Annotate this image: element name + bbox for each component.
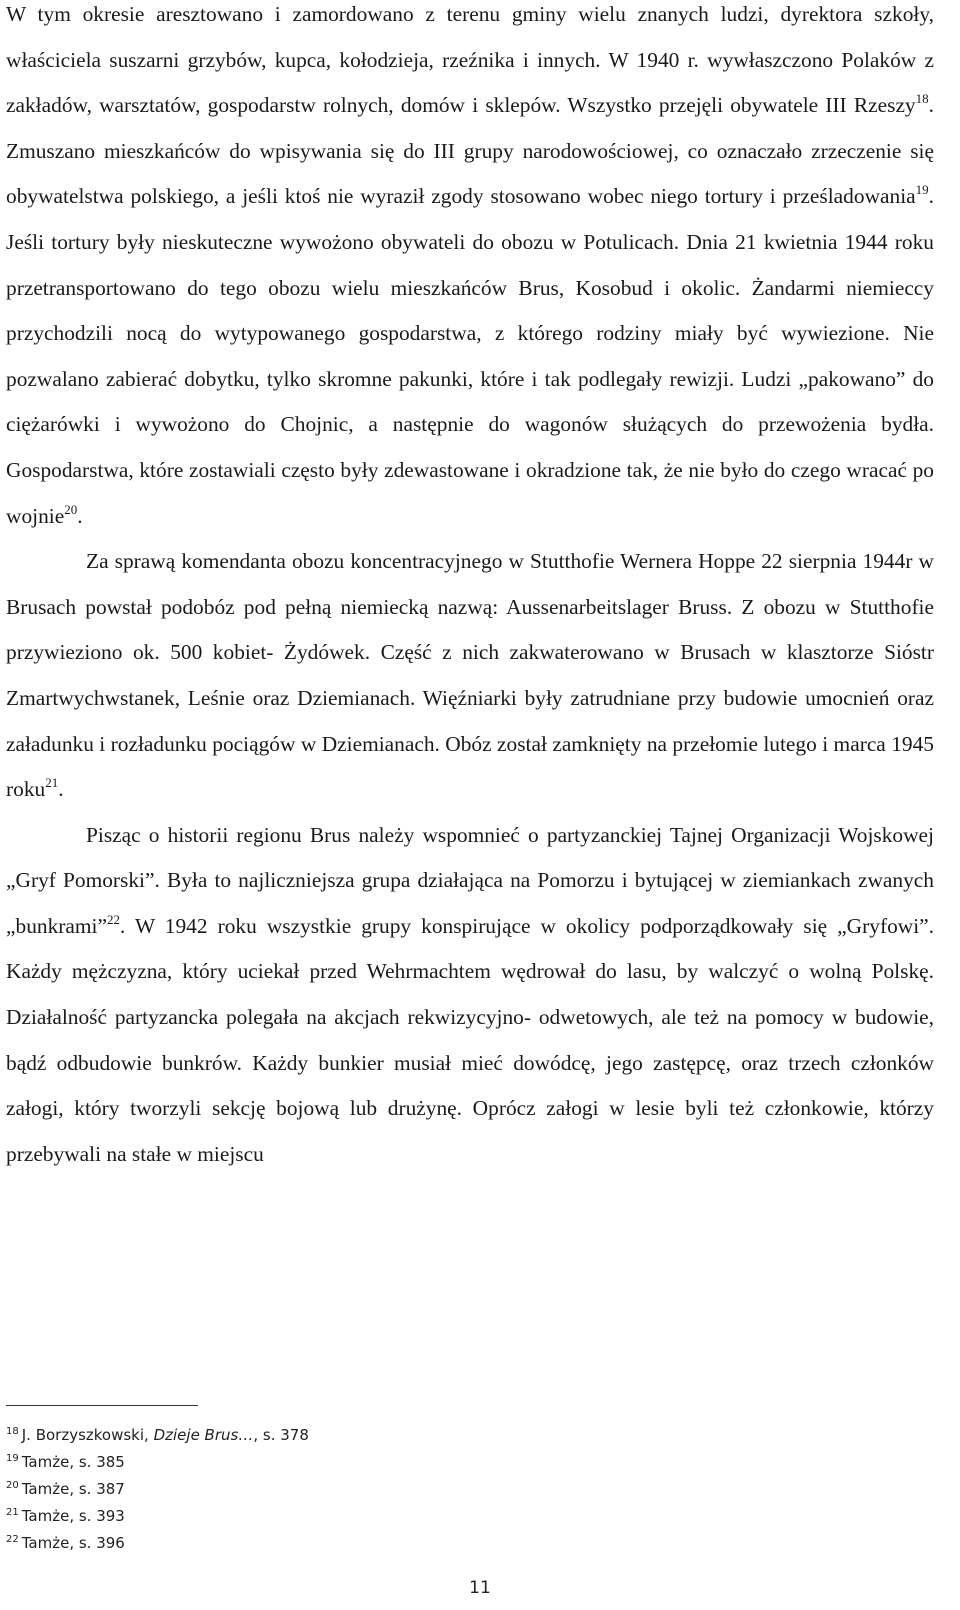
footnote-text: Tamże, s. 393 (21, 1507, 125, 1525)
footnote-item (6, 1449, 309, 1476)
footnote-item (6, 1503, 309, 1530)
paragraph-text: . (58, 777, 64, 802)
footnote-text: J. Borzyszkowski, (21, 1426, 154, 1444)
footnote-text: Tamże, s. 396 (21, 1534, 125, 1552)
footnote-page: , s. 378 (253, 1426, 309, 1444)
footnote-reference: 20 (64, 501, 78, 517)
paragraph-text: . W 1942 roku wszystkie grupy konspirujące w okolicy podporządkowały się „Gryfowi”. Każdy mężczyzna, który uciekał przed Wehrmachtem wędrował do lasu, by walczyć o wolną Polskę. Działalność partyzancka polegała na akcjach rekwizycyjno- odwetowych, ale też na pomocy w budowie, bądź odbudowie bunkrów. Każdy bunkier musiał mieć dowódcę, jego zastępcę, oraz trzech członków załogi, który tworzyli sekcję bojową lub drużynę. Oprócz załogi w lesie byli też członkowie, którzy przebywali na stałe w miejscu (6, 913, 934, 1166)
footnote-item (6, 1422, 309, 1449)
footnotes (6, 1422, 309, 1557)
body-text (6, 0, 934, 1177)
footnote-item (6, 1530, 309, 1557)
footnote-number: 21 (6, 1507, 19, 1518)
footnote-number: 20 (6, 1480, 19, 1491)
footnote-reference: 22 (106, 911, 120, 927)
paragraph (6, 813, 934, 1178)
paragraph (6, 0, 934, 539)
footnote-text: Tamże, s. 385 (21, 1453, 125, 1471)
paragraph-text: . Jeśli tortury były nieskuteczne wywożono obywateli do obozu w Potulicach. Dnia 21 kwietnia 1944 roku przetransportowano do tego obozu wielu mieszkańców Brus, Kosobud i okolic. Żandarmi niemieccy przychodzili nocą do wytypowanego gospodarstwa, z którego rodziny miały być wywiezione. Nie pozwalano zabierać dobytku, tylko skromne pakunki, które i tak podlegały rewizji. Ludzi „pakowano” do ciężarówki i wywożono do Chojnic, a następnie do wagonów służących do przewożenia bydła. Gospodarstwa, które zostawiali często były zdewastowane i okradzione tak, że nie było do czego wracać po wojnie (6, 184, 934, 528)
footnote-number: 19 (6, 1453, 19, 1464)
footnote-number: 22 (6, 1534, 19, 1545)
footnote-separator (6, 1405, 198, 1406)
footnote-number: 18 (6, 1426, 19, 1437)
footnote-reference: 19 (915, 182, 929, 198)
paragraph-text: . Zmuszano mieszkańców do wpisywania się do III grupy narodowościowej, co oznaczało zrzeczenie się obywatelstwa polskiego, a jeśli ktoś nie wyraził zgody stosowano wobec niego tortury i prześladowania (6, 93, 934, 209)
footnote-item (6, 1476, 309, 1503)
footnote-text: Tamże, s. 387 (21, 1480, 125, 1498)
footnote-title: Dzieje Brus… (153, 1426, 254, 1444)
paragraph-text: Za sprawą komendanta obozu koncentracyjnego w Stutthofie Wernera Hoppe 22 sierpnia 1944r w Brusach powstał podobóz pod pełną niemiecką nazwą: Aussenarbeitslager Bruss. Z obozu w Stutthofie przywieziono ok. 500 kobiet- Żydówek. Część z nich zakwaterowano w Brusach w klasztorze Sióstr Zmartwychwstanek, Leśnie oraz Dziemianach. Więźniarki były zatrudniane przy budowie umocnień oraz załadunku i rozładunku pociągów w Dziemianach. Obóz został zamknięty na przełomie lutego i marca 1945 roku (6, 549, 934, 802)
paragraph-text: . (77, 503, 83, 528)
page-number: 11 (469, 1578, 491, 1598)
footnote-reference: 18 (915, 91, 929, 107)
paragraph-text: Pisząc o historii regionu Brus należy wspomnieć o partyzanckiej Tajnej Organizacji Wojskowej „Gryf Pomorski”. Była to najliczniejsza grupa działająca na Pomorzu i bytującej w ziemiankach zwanych „bunkrami” (6, 822, 934, 938)
paragraph-text: W tym okresie aresztowano i zamordowano z terenu gminy wielu znanych ludzi, dyrektora szkoły, właściciela suszarni grzybów, kupca, kołodzieja, rzeźnika i innych. W 1940 r. wywłaszczono Polaków z zakładów, warsztatów, gospodarstw rolnych, domów i sklepów. Wszystko przejęli obywatele III Rzeszy (6, 2, 934, 118)
footnote-reference: 21 (45, 775, 59, 791)
paragraph (6, 539, 934, 813)
